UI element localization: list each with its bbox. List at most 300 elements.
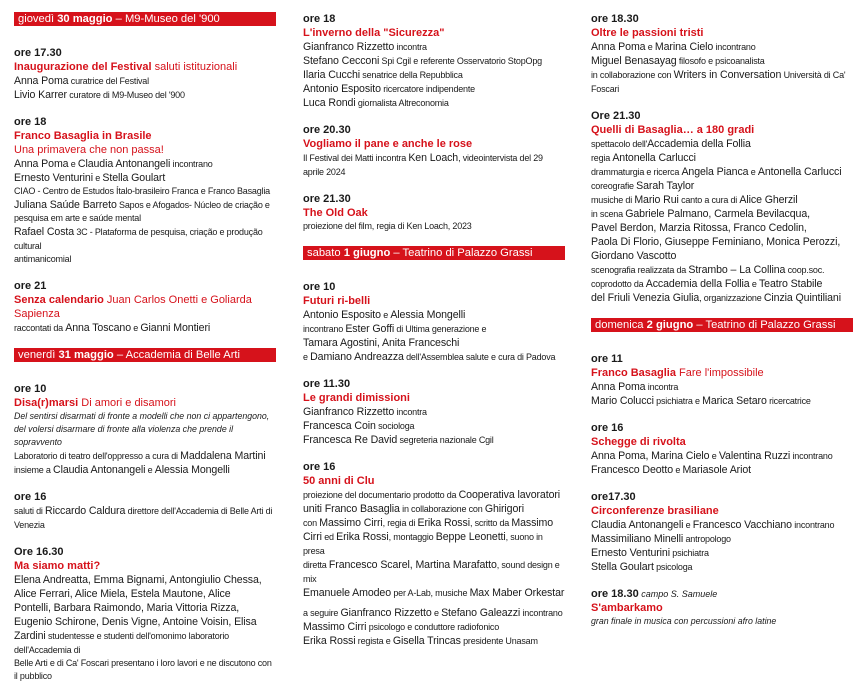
text-col1-e2-l1c: Claudia Antonangeli: [77, 158, 171, 170]
text-col1-e5-l1a: saluti di: [14, 506, 46, 516]
text-col1-e4-title_sub: Di amori e disamori: [78, 397, 177, 409]
text-col1-e6-n1: Elena Andreatta, Emma Bignami, Antongiulio Chessa,: [14, 574, 262, 586]
text-col1-e6-time: Ore 16.30: [14, 546, 64, 558]
text-col3-e3-l2d: ricercatrice: [766, 396, 811, 406]
text-line: [14, 74, 276, 88]
text-col1-e2-l3: CIAO - Centro de Estudos Ítalo-brasileiro Franca e Franco Basaglia: [14, 186, 270, 196]
text-col3-e5-l3b: psichiatra: [669, 548, 709, 558]
text-col3-e1-time: ore 18.30: [591, 13, 639, 25]
event-basaglia-brasile: [14, 115, 276, 266]
text-col1-e6-title: Ma siamo matti?: [14, 560, 101, 572]
text-col2-e3-l1: proiezione del film, regia di Ken Loach, 2023: [303, 221, 472, 231]
text-col3-e4-time: ore 16: [591, 422, 624, 434]
text-line: [14, 463, 276, 477]
text-col3-e2-l10c: coop.soc.: [785, 265, 825, 275]
event-inaugurazione: [14, 46, 276, 102]
text-col2-e6-l7b: Gianfranco Rizzetto: [340, 607, 432, 619]
text-col3-e3-l2b: psichiatra e: [653, 396, 703, 406]
text-line: [303, 634, 565, 648]
text-col3-e1-l3a: in collaborazione con: [591, 70, 674, 80]
text-col3-e2-l12c: Cinzia Quintiliani: [763, 292, 841, 304]
text-col3-e2-l10a: scenografia realizzata da: [591, 265, 689, 275]
text-line: [591, 151, 853, 165]
text-line: [591, 165, 853, 179]
text-col1-e4-title: Disa(r)marsi: [14, 397, 79, 409]
text-col1-e2-l1b: e: [68, 159, 78, 169]
text-col3-e5-l1a: Claudia Antonangeli: [591, 519, 684, 531]
text-line: [591, 380, 853, 394]
text-col3-e3-title_sub: Fare l'impossibile: [675, 367, 764, 379]
text-col3-e6-place: campo S. Samuele: [638, 589, 718, 599]
text-col2-e4-l1a: Antonio Esposito: [303, 309, 381, 321]
text-col3-e2-l11c: e: [749, 279, 759, 289]
text-col1-e2-l2b: e: [92, 173, 103, 183]
text-col1-e2-l4b: Sapos e Afogados- Núcleo de criação e: [116, 200, 270, 210]
event-grandi-dimissioni: [303, 377, 565, 447]
text-col2-e6-l4b: ed: [321, 532, 337, 542]
text-col2-bar3-day: sabato: [307, 247, 344, 259]
text-col1-e3-l1a: raccontati da: [14, 323, 66, 333]
text-col3-e4-l1a: Anna Poma, Marina Cielo: [591, 450, 710, 462]
text-col1-e6-l5b: studentesse e studenti dell'omonimo laboratorio dell'Accademia di: [14, 631, 229, 655]
text-line: [303, 40, 565, 54]
text-col3-e4-l2a: Francesco Deotto: [591, 464, 674, 476]
text-col3-e2-l6b: Gabriele Palmano, Carmela Bevilacqua,: [625, 208, 810, 220]
text-col1-e1-p2n: Livio Karrer: [14, 89, 67, 101]
text-col3-e2-l1b: Accademia della Follia: [647, 138, 751, 150]
text-col2-e6-l2c: Ghirigori: [484, 503, 524, 515]
text-col1-e2-l1d: incontrano: [170, 159, 213, 169]
text-col2-e1-l1a: Gianfranco Rizzetto: [303, 41, 395, 53]
text-col2-e4-l2c: di Ultima generazione e: [394, 324, 487, 334]
text-col1-bar2-place: – Accademia di Belle Arti: [113, 349, 241, 361]
text-col1-e5-time: ore 16: [14, 491, 47, 503]
text-col2-e4-l2b: Ester Goffi: [345, 323, 395, 335]
text-col2-e3-title: The Old Oak: [303, 207, 368, 219]
text-col3-e2-l1a: spettacolo dell': [591, 139, 648, 149]
text-col2-e6-l7d: Stefano Galeazzi: [441, 607, 521, 619]
text-col2-e6-l5a: diretta: [303, 560, 329, 570]
text-col3-bar4-day: domenica: [595, 319, 647, 331]
text-line: [303, 530, 565, 558]
text-col1-e4-i2: del volersi disarmare di fronte alla violenza che prende il sopravvento: [14, 424, 234, 447]
text-col3-e5-l3a: Ernesto Venturini: [591, 547, 670, 559]
text-col3-e1-l1c: Marina Cielo: [654, 41, 714, 53]
text-col2-e2-l1b: Ken Loach: [408, 152, 459, 164]
text-col1-e1-p1r: curatrice del Festival: [68, 76, 149, 86]
text-col2-e4-l4b: Damiano Andreazza: [310, 351, 404, 363]
text-col3-e2-l3a: drammaturgia e ricerca: [591, 167, 682, 177]
text-col2-e1-l1b: incontra: [394, 42, 427, 52]
text-col2-e4-l3b: ,: [376, 337, 382, 349]
text-col3-e2-l12b: , organizzazione: [699, 293, 764, 303]
text-col3-e5-l1b: e: [683, 520, 693, 530]
text-col2-e1-time: ore 18: [303, 13, 336, 25]
text-col1-bar1-date: 30 maggio: [57, 13, 113, 25]
text-col2-e4-l4a: e: [303, 352, 311, 362]
text-line: [591, 532, 853, 546]
text-line: [591, 560, 853, 574]
text-col1-e2-l6b: 3C - Plataforma de pesquisa, criação e produção cultural: [14, 227, 263, 251]
text-line: [303, 322, 565, 336]
text-col3-e3-l1b: incontra: [645, 382, 679, 392]
text-col3-e2-l4b: Sarah Taylor: [636, 180, 695, 192]
text-col1-e6-n2: Alice Ferrari, Alice Miela, Estela Mautone, Alice: [14, 588, 231, 600]
text-col1-e1-time: ore 17.30: [14, 47, 62, 59]
text-line: [591, 277, 853, 291]
text-col2-e1-l5a: Luca Rondi: [303, 97, 356, 109]
text-col1-e1-p1n: Anna Poma: [14, 75, 69, 87]
text-col2-e1-l5b: giornalista Altreconomia: [355, 98, 449, 108]
text-col2-e4-time: ore 10: [303, 281, 336, 293]
text-line: [591, 68, 853, 96]
event-schegge-rivolta: [591, 421, 853, 477]
text-col2-e6-l3f: Massimo: [511, 517, 554, 529]
text-col3-e2-l5c: canto a cura di: [678, 195, 740, 205]
text-col3-e2-l11b: Accademia della Follia: [645, 278, 750, 290]
text-line: [303, 586, 565, 600]
text-line: [303, 96, 565, 110]
text-col3-e2-l3b: Angela Pianca: [681, 166, 749, 178]
text-col3-e5-time: ore17.30: [591, 491, 636, 503]
text-col3-e1-l2a: Miguel Benasayag: [591, 55, 677, 67]
text-col2-e4-l1c: Alessia Mongelli: [390, 309, 466, 321]
text-col3-e1-l1d: incontrano: [713, 42, 756, 52]
text-col2-e6-l5b: Francesco Scarel: [328, 559, 410, 571]
text-col3-e5-l4b: psicologa: [653, 562, 693, 572]
text-col1-e3-title: Senza calendario: [14, 294, 104, 306]
text-col1-e4-l2a: insieme a: [14, 465, 54, 475]
text-col1-e4-l1b: Maddalena Martini: [180, 450, 266, 462]
text-col1-e4-l2d: Alessia Mongelli: [154, 464, 230, 476]
text-col3-e5-l2a: Massimiliano Minelli: [591, 533, 684, 545]
text-col2-bar3-date: 1 giugno: [343, 247, 391, 259]
event-senza-calendario: [14, 279, 276, 335]
text-col3-e2-l11a: coprodotto da: [591, 279, 646, 289]
event-old-oak: [303, 192, 565, 233]
text-col1-e2-l4a: Juliana Saúde Barreto: [14, 199, 117, 211]
text-col2-e5-l2a: Francesca Coin: [303, 420, 376, 432]
text-col2-e6-l4c: Erika Rossi: [336, 531, 389, 543]
text-col1-e2-time: ore 18: [14, 116, 47, 128]
text-col1-e4-time: ore 10: [14, 383, 47, 395]
text-col3-e3-l1a: Anna Poma: [591, 381, 646, 393]
day-header-2-giugno: [591, 318, 853, 332]
event-futuri-ribelli: [303, 280, 565, 364]
text-col2-e6-l4d: , montaggio: [388, 532, 436, 542]
text-line: [303, 151, 565, 179]
text-col2-e1-l4b: ricercatore indipendente: [380, 84, 475, 94]
text-col3-e6-time: ore 18.30: [591, 588, 639, 600]
text-col3-e3-l2c: Marica Setaro: [702, 395, 767, 407]
event-fare-impossibile: [591, 352, 853, 408]
text-col2-e6-l6b: per A-Lab, musiche: [391, 588, 470, 598]
text-col3-e5-l1c: Francesco Vacchiano: [692, 519, 792, 531]
text-col1-e3-l1c: e: [130, 323, 141, 333]
text-col2-e6-l2b: in collaborazione con: [399, 504, 485, 514]
text-col2-e6-l9d: presidente Unasam: [460, 636, 538, 646]
text-col2-e4-l4c: dell'Assemblea salute e cura di Padova: [403, 352, 556, 362]
text-col1-e5-l1b: Riccardo Caldura: [45, 505, 126, 517]
text-col3-e2-l10b: Strambo – La Collina: [688, 264, 786, 276]
text-col3-e1-l3b: Writers in Conversation: [673, 69, 782, 81]
text-line: [591, 263, 853, 277]
text-col2-e6-l4f: , suono in presa: [303, 532, 543, 556]
text-col3-e2-l5a: musiche di: [591, 195, 635, 205]
text-col2-e4-l2a: incontrano: [303, 324, 346, 334]
text-col2-e5-l3a: Francesca Re David: [303, 434, 398, 446]
text-col2-bar3-place: – Teatrino di Palazzo Grassi: [390, 247, 533, 259]
text-line: [303, 516, 565, 530]
text-col3-e5-l4a: Stella Goulart: [591, 561, 654, 573]
text-line: [303, 405, 565, 419]
text-col2-e6-l9a: Erika Rossi: [303, 635, 356, 647]
column-2: [303, 12, 565, 661]
text-col2-e1-l2b: Spi Cgil e referente Osservatorio StopOpg: [379, 56, 542, 66]
text-line: [14, 171, 276, 185]
text-col2-e2-title: Vogliamo il pane e anche le rose: [303, 138, 473, 150]
text-col2-e1-l3b: senatrice della Repubblica: [360, 70, 463, 80]
text-line: [591, 449, 853, 463]
text-col3-e2-time: Ore 21.30: [591, 110, 641, 122]
text-col1-e3-l1d: Gianni Montieri: [140, 322, 211, 334]
text-col2-e6-l3a: con: [303, 518, 320, 528]
text-col1-e2-title: Franco Basaglia in Brasile: [14, 130, 152, 142]
text-col1-e2-subtitle: Una primavera che non passa!: [14, 144, 164, 156]
text-col3-e4-title: Schegge di rivolta: [591, 436, 686, 448]
event-circonferenze: [591, 490, 853, 574]
text-line: [14, 157, 276, 171]
event-pane-rose: [303, 123, 565, 179]
text-col1-e4-l2b: Claudia Antonangeli: [53, 464, 146, 476]
text-col3-e1-l1b: e: [645, 42, 655, 52]
text-col2-e6-l7e: incontrano: [520, 608, 563, 618]
text-col1-e2-l7: antimanicomial: [14, 254, 72, 264]
text-line: [591, 546, 853, 560]
text-col2-e4-l1b: e: [380, 310, 391, 320]
text-col1-e2-l2c: Stella Goulart: [102, 172, 166, 184]
text-line: [303, 336, 565, 350]
text-col3-e2-title: Quelli di Basaglia… a 180 gradi: [591, 124, 755, 136]
text-line: [591, 587, 853, 601]
column-3: [591, 12, 853, 641]
text-col3-e4-l1d: incontrano: [790, 451, 833, 461]
text-col3-e2-l5b: Mario Rui: [634, 194, 679, 206]
text-col3-e2-l12a: del Friuli Venezia Giulia: [591, 292, 700, 304]
text-col1-e2-l1a: Anna Poma: [14, 158, 69, 170]
text-line: [591, 40, 853, 54]
text-col3-e2-n7: Pavel Berdon, Marzia Ritossa, Franco Cedolin,: [591, 222, 807, 234]
text-col2-e1-l3a: Ilaria Cucchi: [303, 69, 360, 81]
text-line: [303, 502, 565, 516]
text-col3-bar4-date: 2 giugno: [646, 319, 694, 331]
text-col3-e3-l2a: Mario Colucci: [591, 395, 654, 407]
text-col2-e6-l8a: Massimo Cirri: [303, 621, 367, 633]
text-line: [303, 308, 565, 322]
text-col3-e6-title: S'ambarkamo: [591, 602, 663, 614]
text-line: [303, 620, 565, 634]
text-col1-bar1-day: giovedì: [18, 13, 58, 25]
text-col1-e1-p2r: curatore di M9-Museo del '900: [66, 90, 185, 100]
day-header-1-giugno: [303, 246, 565, 260]
text-line: [303, 606, 565, 620]
text-line: [14, 88, 276, 102]
text-col1-e6-n4: Eugenio Schirone, Denis Vigne, Antoine Voisin, Elisa: [14, 616, 257, 628]
text-col3-e5-l1d: incontrano: [791, 520, 835, 530]
text-col2-e2-l1c: , videointervista del 29 aprile 2024: [303, 153, 543, 177]
text-col2-e2-l1a: Il Festival dei Matti incontra: [303, 153, 409, 163]
text-line: [14, 198, 276, 212]
text-col1-e2-l6a: Rafael Costa: [14, 226, 75, 238]
day-header-31-maggio: [14, 348, 276, 362]
text-col2-e6-l7a: a seguire: [303, 608, 341, 618]
text-col1-e2-l5: pesquisa em arte e saúde mental: [14, 213, 141, 223]
text-line: [14, 225, 276, 253]
text-line: [303, 68, 565, 82]
event-quelli-di-basaglia: [591, 109, 853, 305]
text-col3-e2-l4a: coreografie: [591, 181, 637, 191]
text-col3-e1-l1a: Anna Poma: [591, 41, 646, 53]
text-col3-e4-l1c: Valentina Ruzzi: [718, 450, 791, 462]
text-col2-e6-l7c: e: [431, 608, 442, 618]
text-col1-e4-i1: Del sentirsi disarmati di fronte a modelli che non ci appartengono,: [14, 411, 270, 421]
text-col2-e6-l5e: , sound design e mix: [303, 560, 560, 584]
text-col1-e5-l1c: direttore dell'Accademia di Belle Arti di Venezia: [14, 506, 273, 530]
text-col1-e4-l2c: e: [145, 465, 155, 475]
text-col2-e6-l9c: Gisella Trincas: [392, 635, 461, 647]
text-col1-e1-title_sub: saluti istituzionali: [151, 61, 238, 73]
text-line: [14, 396, 276, 410]
text-line: [591, 193, 853, 207]
text-line: [591, 54, 853, 68]
text-line: [14, 321, 276, 335]
text-col3-e4-l2c: Mariasole Ariot: [682, 464, 752, 476]
text-col1-e3-l1b: Anna Toscano: [65, 322, 131, 334]
text-col3-bar4-place: – Teatrino di Palazzo Grassi: [693, 319, 836, 331]
text-line: [591, 366, 853, 380]
text-line: [14, 504, 276, 532]
text-col2-e5-l3b: segreteria nazionale Cgil: [397, 435, 494, 445]
text-col2-e6-l6a: Emanuele Amodeo: [303, 587, 392, 599]
text-col2-e6-title: 50 anni di Clu: [303, 475, 375, 487]
text-col1-e1-title: Inaugurazione del Festival: [14, 61, 152, 73]
text-line: [303, 54, 565, 68]
text-col3-e5-l2b: antropologo: [683, 534, 731, 544]
text-col3-e2-l2b: Antonella Carlucci: [612, 152, 696, 164]
text-col2-e6-l8b: psicologo e conduttore radiofonico: [366, 622, 500, 632]
text-line: [591, 207, 853, 221]
text-col3-e2-l6a: in scena: [591, 209, 626, 219]
text-line: [591, 137, 853, 151]
text-col2-e5-l2b: sociologa: [375, 421, 415, 431]
event-disarmarsi: [14, 382, 276, 477]
text-col2-e6-l9b: regista e: [355, 636, 393, 646]
event-ma-siamo-matti: [14, 545, 276, 683]
text-col1-bar1-place: – M9-Museo del '900: [112, 13, 220, 25]
text-col3-e3-time: ore 11: [591, 353, 623, 365]
text-col3-e1-l2b: filosofo e psicoanalista: [676, 56, 765, 66]
text-col2-e6-l3c: , regia di: [382, 518, 418, 528]
text-col1-e2-l2a: Ernesto Venturini: [14, 172, 93, 184]
text-col2-e6-l6c: Max Maber Orkestar: [469, 587, 565, 599]
text-line: [14, 60, 276, 74]
text-line: [303, 433, 565, 447]
text-col2-e6-l3e: , scritto da: [469, 518, 512, 528]
text-col1-bar2-day: venerdì: [18, 349, 59, 361]
text-col2-e4-l3c: Anita Franceschi: [381, 337, 460, 349]
text-col2-e5-title: Le grandi dimissioni: [303, 392, 410, 404]
text-col2-e6-l3d: Erika Rossi: [417, 517, 470, 529]
text-col3-e4-l1b: e: [709, 451, 719, 461]
text-col3-e6-i1: gran finale in musica con percussioni afro latine: [591, 616, 777, 626]
text-col3-e2-l2a: regia: [591, 153, 613, 163]
text-col2-e6-l2a: uniti Franco Basaglia: [303, 503, 400, 515]
text-col2-e6-l3b: Massimo Cirri: [319, 517, 383, 529]
event-sambarkamo: [591, 587, 853, 628]
text-col2-e6-time: ore 16: [303, 461, 336, 473]
text-col2-e4-title: Futuri ri-belli: [303, 295, 371, 307]
text-col1-e6-n3: Pontelli, Barbara Raimondo, Maria Vittoria Rizza,: [14, 602, 240, 614]
text-col2-e5-l1b: incontra: [394, 407, 427, 417]
column-1: [14, 12, 276, 696]
text-col2-e6-l5d: Martina Marafatto: [415, 559, 497, 571]
event-50-anni-clu: [303, 460, 565, 648]
day-header-30-maggio: [14, 12, 276, 26]
event-saluti-caldura: [14, 490, 276, 532]
text-col1-e6-l6: Belle Arti e di Ca' Foscari presentano i loro lavori e ne discutono con il pubblico: [14, 658, 272, 681]
text-col2-e3-time: ore 21.30: [303, 193, 351, 205]
text-col2-e4-l3a: Tamara Agostini: [303, 337, 377, 349]
text-col3-e2-l11d: Teatro Stabile: [758, 278, 823, 290]
text-line: [591, 179, 853, 193]
text-col2-e6-l4e: Beppe Leonetti: [435, 531, 506, 543]
text-line: [14, 293, 276, 321]
text-line: [303, 82, 565, 96]
text-col2-e6-l4a: Cirri: [303, 531, 322, 543]
text-col3-e1-title: Oltre le passioni tristi: [591, 27, 704, 39]
text-line: [591, 518, 853, 532]
text-line: [303, 419, 565, 433]
text-col1-e3-title_sub: Juan Carlos Onetti e Goliarda Sapienza: [14, 294, 252, 320]
text-col2-e5-l1a: Gianfranco Rizzetto: [303, 406, 395, 418]
text-line: [591, 394, 853, 408]
text-line: [591, 463, 853, 477]
text-col3-e2-l5d: Alice Gherzil: [739, 194, 798, 206]
text-col1-bar2-date: 31 maggio: [58, 349, 114, 361]
text-col3-e5-title: Circonferenze brasiliane: [591, 505, 719, 517]
text-col2-e6-l5c: ,: [409, 559, 416, 571]
event-passioni-tristi: [591, 12, 853, 96]
text-col1-e4-l1a: Laboratorio di teatro dell'oppresso a cura di: [14, 451, 181, 461]
text-line: [303, 558, 565, 586]
text-col3-e4-l2b: e: [673, 465, 683, 475]
text-col2-e1-l2a: Stefano Cecconi: [303, 55, 380, 67]
text-col3-e2-l3d: Antonella Carlucci: [757, 166, 842, 178]
text-col3-e3-title: Franco Basaglia: [591, 367, 676, 379]
text-line: [14, 629, 276, 657]
text-line: [14, 449, 276, 463]
text-col3-e1-l3c: Università di Ca' Foscari: [591, 70, 846, 94]
text-col3-e2-n9: Giordano Vascotto: [591, 250, 677, 262]
text-col3-e2-l3c: e: [748, 167, 758, 177]
text-col2-e5-time: ore 11.30: [303, 378, 351, 390]
text-col2-e1-l4a: Antonio Esposito: [303, 83, 381, 95]
text-line: [303, 488, 565, 502]
text-col2-e2-time: ore 20.30: [303, 124, 351, 136]
text-line: [303, 350, 565, 364]
text-col3-e2-n8: Paola Di Florio, Giuseppe Feminiano, Monica Perozzi,: [591, 236, 841, 248]
text-col2-e6-l1a: proiezione del documentario prodotto da: [303, 490, 459, 500]
